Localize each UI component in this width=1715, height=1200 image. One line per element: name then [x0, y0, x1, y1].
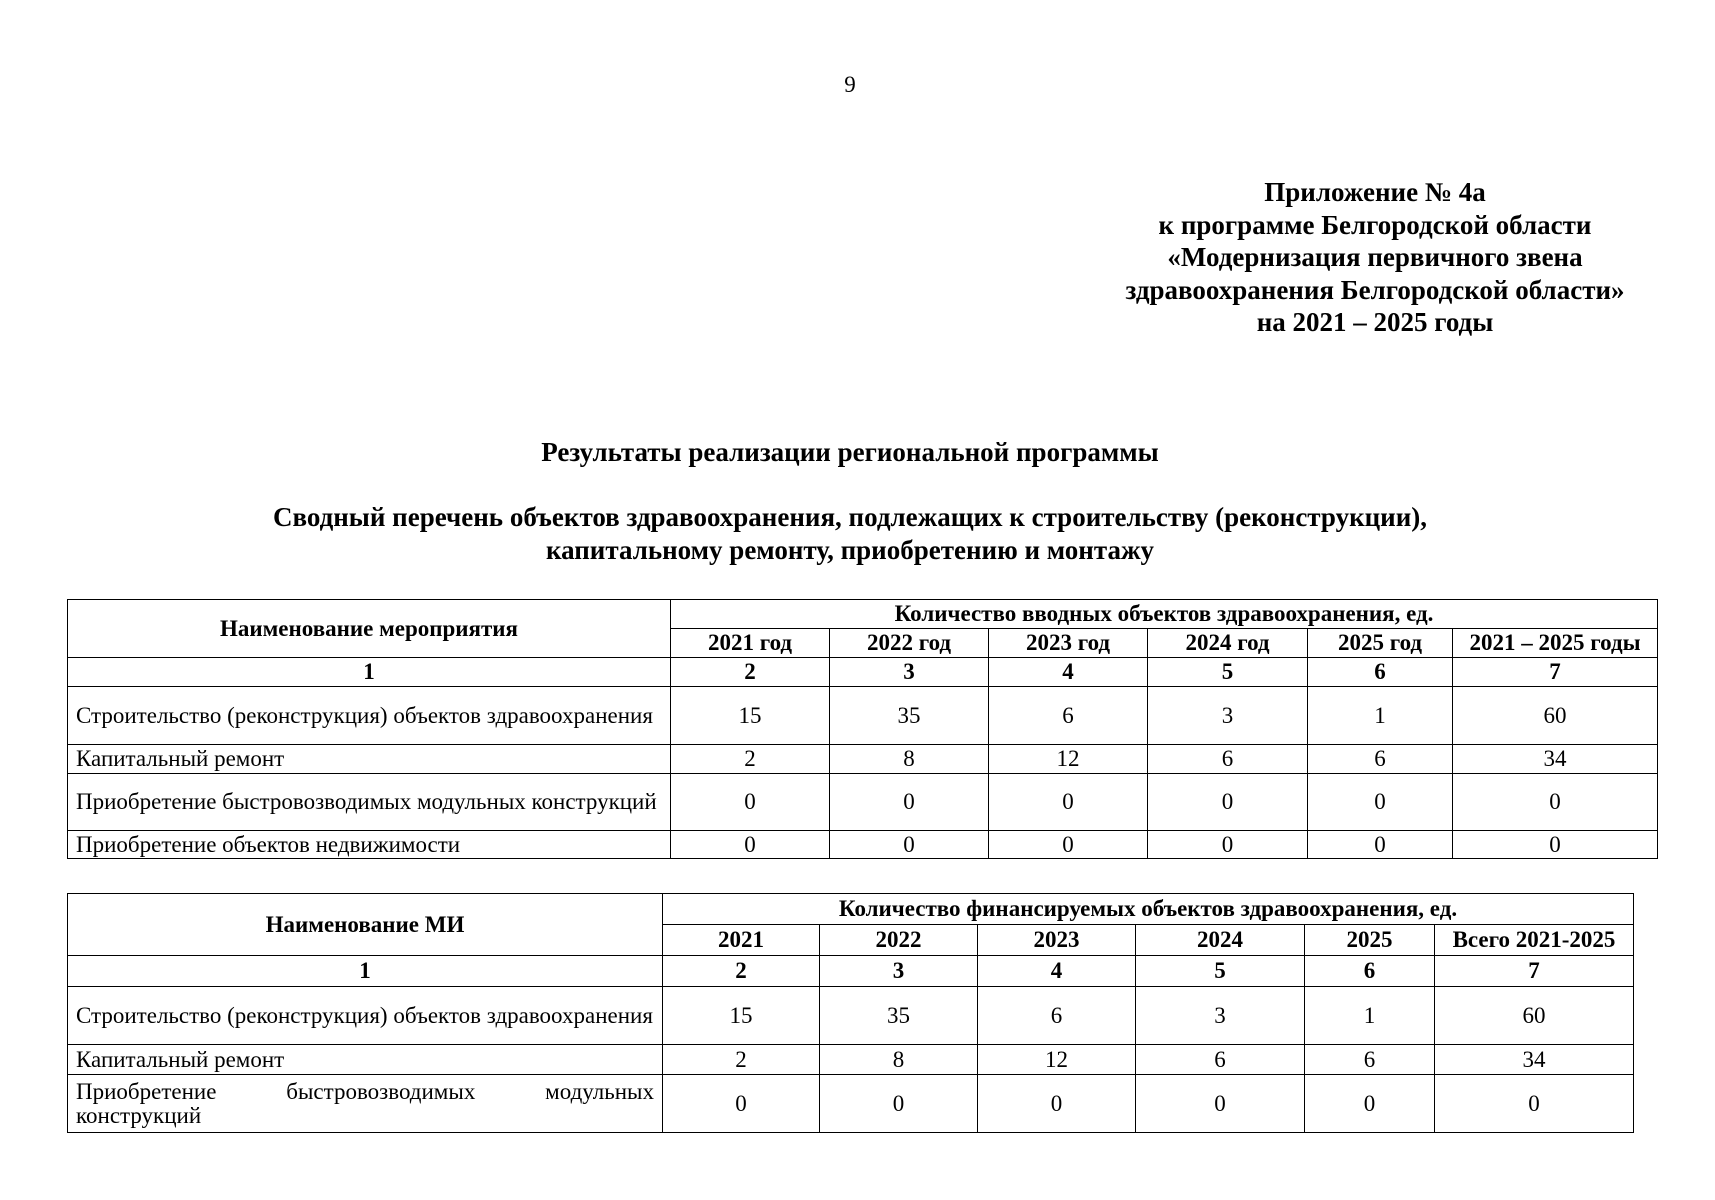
- row-value: 0: [1435, 1075, 1634, 1133]
- table-row: [68, 831, 1658, 859]
- appendix-line: здравоохранения Белгородской области»: [1125, 274, 1625, 305]
- row-value: 6: [1148, 745, 1308, 774]
- row-value: 2: [671, 745, 830, 774]
- row-value: 0: [663, 1075, 820, 1133]
- column-number: 7: [1435, 956, 1634, 987]
- appendix-line: на 2021 – 2025 годы: [1256, 307, 1494, 337]
- year-header: 2023 год: [989, 629, 1148, 658]
- column-number: 1: [68, 956, 663, 987]
- year-header: 2023: [978, 925, 1136, 956]
- financed-objects-table: [67, 893, 1634, 1133]
- year-header: 2025 год: [1308, 629, 1453, 658]
- row-value: 60: [1435, 987, 1634, 1045]
- summary-title-line: Сводный перечень объектов здравоохранения, подлежащих к строительству (реконструкции),: [272, 502, 1428, 532]
- row-value: 0: [830, 774, 989, 831]
- row-value: 6: [1305, 1045, 1435, 1075]
- row-name: Приобретение объектов недвижимости: [68, 831, 671, 859]
- group-header: Количество вводных объектов здравоохранения, ед.: [671, 600, 1658, 629]
- row-value: 60: [1453, 687, 1658, 745]
- row-value: 6: [978, 987, 1136, 1045]
- row-name: Приобретение быстровозводимых модульных конструкций: [68, 774, 671, 831]
- name-column-header: Наименование МИ: [68, 894, 663, 956]
- group-header: Количество финансируемых объектов здравоохранения, ед.: [663, 894, 1634, 925]
- row-value: 6: [1308, 745, 1453, 774]
- row-value: 0: [1453, 774, 1658, 831]
- row-value: 1: [1305, 987, 1435, 1045]
- year-header: 2024: [1136, 925, 1305, 956]
- row-value: 0: [1308, 831, 1453, 859]
- row-value: 0: [1148, 831, 1308, 859]
- row-value: 34: [1435, 1045, 1634, 1075]
- column-number: 5: [1136, 956, 1305, 987]
- table-row: [68, 687, 1658, 745]
- year-header: 2022 год: [830, 629, 989, 658]
- appendix-heading: [1090, 176, 1660, 339]
- row-name: Приобретение быстровозводимых модульных конструкций: [68, 1075, 663, 1133]
- year-header: 2021 – 2025 годы: [1453, 629, 1658, 658]
- column-number: 1: [68, 658, 671, 687]
- row-value: 0: [671, 774, 830, 831]
- row-value: 0: [1148, 774, 1308, 831]
- row-value: 12: [989, 745, 1148, 774]
- row-value: 12: [978, 1045, 1136, 1075]
- column-number: 2: [671, 658, 830, 687]
- table-row: [68, 745, 1658, 774]
- row-value: 6: [1136, 1045, 1305, 1075]
- column-number: 4: [978, 956, 1136, 987]
- row-value: 35: [830, 687, 989, 745]
- summary-title: [0, 501, 1700, 567]
- row-value: 8: [820, 1045, 978, 1075]
- row-value: 0: [1305, 1075, 1435, 1133]
- column-number: 6: [1308, 658, 1453, 687]
- table-row: [68, 1075, 1634, 1133]
- row-value: 0: [830, 831, 989, 859]
- summary-title-line: капитальному ремонту, приобретению и монтажу: [545, 535, 1155, 565]
- column-number: 3: [820, 956, 978, 987]
- year-header: 2021 год: [671, 629, 830, 658]
- row-name: Капитальный ремонт: [68, 1045, 663, 1075]
- column-number: 4: [989, 658, 1148, 687]
- appendix-line: к программе Белгородской области: [1158, 209, 1592, 240]
- table-row: [68, 987, 1634, 1045]
- row-value: 35: [820, 987, 978, 1045]
- column-number: 7: [1453, 658, 1658, 687]
- appendix-line: «Модернизация первичного звена: [1167, 242, 1583, 272]
- row-value: 3: [1148, 687, 1308, 745]
- row-value: 1: [1308, 687, 1453, 745]
- table-row: [68, 774, 1658, 831]
- row-value: 34: [1453, 745, 1658, 774]
- name-column-header: Наименование мероприятия: [68, 600, 671, 658]
- row-value: 8: [830, 745, 989, 774]
- row-value: 0: [1136, 1075, 1305, 1133]
- row-name: Капитальный ремонт: [68, 745, 671, 774]
- results-title: Результаты реализации региональной программы: [541, 437, 1159, 467]
- year-header: 2022: [820, 925, 978, 956]
- column-number: 6: [1305, 956, 1435, 987]
- year-header: 2021: [663, 925, 820, 956]
- row-value: 3: [1136, 987, 1305, 1045]
- appendix-line: Приложение № 4а: [1264, 177, 1486, 207]
- row-value: 0: [989, 831, 1148, 859]
- row-value: 0: [989, 774, 1148, 831]
- page-number: 9: [844, 72, 856, 97]
- column-number: 5: [1148, 658, 1308, 687]
- row-value: 0: [820, 1075, 978, 1133]
- row-value: 6: [989, 687, 1148, 745]
- row-name: Строительство (реконструкция) объектов здравоохранения: [68, 687, 671, 745]
- row-value: 15: [663, 987, 820, 1045]
- row-value: 0: [671, 831, 830, 859]
- year-header: 2024 год: [1148, 629, 1308, 658]
- year-header: Всего 2021-2025: [1435, 925, 1634, 956]
- input-objects-table: [67, 599, 1658, 859]
- column-number: 2: [663, 956, 820, 987]
- year-header: 2025: [1305, 925, 1435, 956]
- row-value: 15: [671, 687, 830, 745]
- row-value: 0: [1453, 831, 1658, 859]
- table-row: [68, 1045, 1634, 1075]
- row-value: 2: [663, 1045, 820, 1075]
- row-name: Строительство (реконструкция) объектов здравоохранения: [68, 987, 663, 1045]
- column-number: 3: [830, 658, 989, 687]
- row-value: 0: [978, 1075, 1136, 1133]
- row-value: 0: [1308, 774, 1453, 831]
